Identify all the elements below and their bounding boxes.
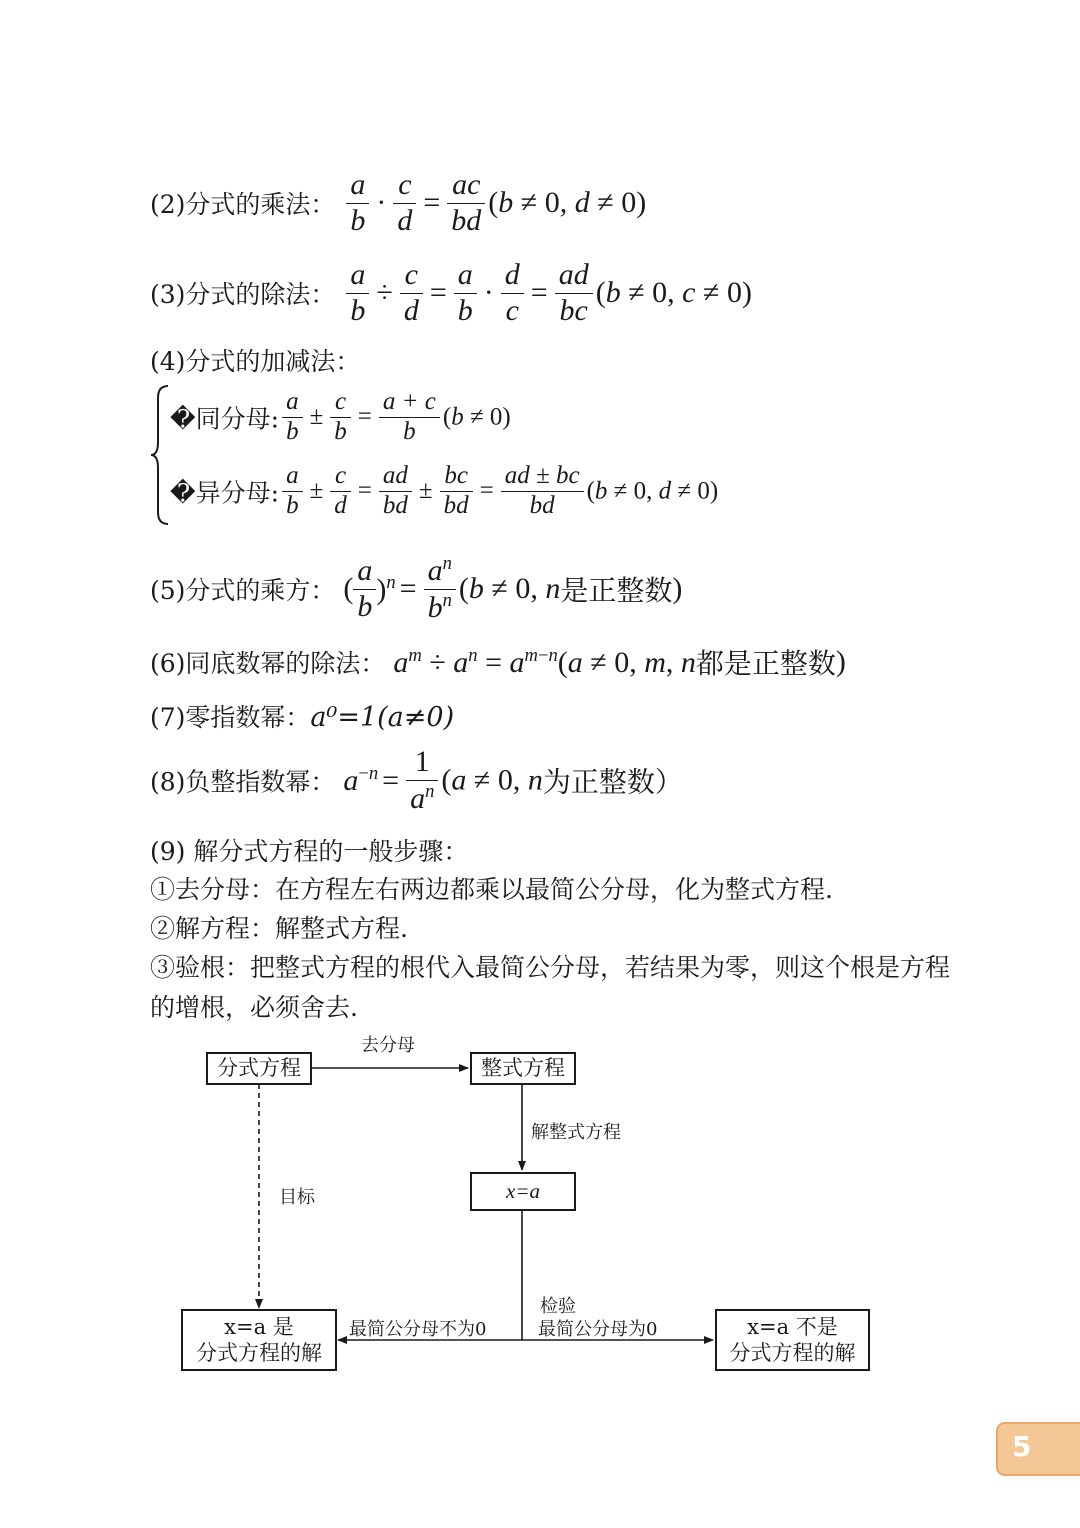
box-not-solution: x=a 不是 分式方程的解 xyxy=(715,1309,870,1371)
rule-same-base-division: (6)同底数幂的除法： $a^m \div a^n = a^{m-n}(a \ne 0$, m, n都是正整数) xyxy=(150,644,846,680)
rule-8-label: (8)负整指数幂： xyxy=(150,767,336,797)
steps-title: (9) 解分式方程的一般步骤： xyxy=(150,837,469,866)
label-remove-denominator: 去分母 xyxy=(361,1035,415,1056)
step-2: ②解方程：解整式方程. xyxy=(150,914,408,943)
step-3-line-1: ③验根：把整式方程的根代入最简公分母，若结果为零，则这个根是方程 xyxy=(150,953,951,982)
label-lcd-zero: 最简公分母为0 xyxy=(538,1319,658,1340)
rule-same-denominator: �同分母: $\frac{a}{b}$ ± $\frac{c}{b}$ = $\frac{a + c}{b}$ (b ≠ 0) xyxy=(170,388,511,445)
page-number: 5 xyxy=(1012,1430,1032,1463)
rule-4a-label: �同分母: xyxy=(170,404,280,434)
step-3-line-2: 的增根，必须舍去. xyxy=(150,993,358,1022)
label-check: 检验 xyxy=(540,1296,576,1317)
page-number-tab xyxy=(996,1422,1080,1476)
label-lcd-nonzero: 最简公分母不为0 xyxy=(349,1319,487,1340)
rule-8-condition: 为正整数） xyxy=(542,765,683,799)
label-goal: 目标 xyxy=(279,1187,315,1208)
rule-3-label: (3)分式的除法： xyxy=(150,280,336,309)
rule-negative-exponent: (8)负整指数幂： $a^{-n}$ = $\frac{1}{a^n}$ (a ≠ 0, n为正整数） xyxy=(150,745,683,815)
box-x-equals-a: x=a xyxy=(470,1172,576,1211)
label-solve-integral: 解整式方程 xyxy=(531,1122,621,1143)
rule-division: (3)分式的除法： $\frac{a}{b}$ ÷ $\frac{c}{d}$ = $\frac{a}{b}$ · $\frac{d}{c}$ = $\frac{ad}{bc}$ (b ≠ 0, c ≠ 0) xyxy=(150,258,752,327)
box-integral-equation: 整式方程 xyxy=(470,1052,576,1085)
rule-5-condition: 是正整数 xyxy=(560,574,673,607)
rule-4b-label: �异分母: xyxy=(170,478,280,508)
rule-7-formula: a⁰=1(a≠0) xyxy=(310,702,455,733)
rule-diff-denominator: �异分母: $\frac{a}{b}$ ± $\frac{c}{d}$ = $\frac{ad}{bd}$ ± $\frac{bc}{bd}$ = $\frac{ad \pm bc}{bd}$ (b ≠ 0, d ≠ 0) xyxy=(170,462,719,519)
box-fraction-equation: 分式方程 xyxy=(206,1052,312,1085)
rule-2-label: (2)分式的乘法： xyxy=(150,190,336,219)
rule-5-label: (5)分式的乘方： xyxy=(150,576,336,605)
rule-7-label: (7)零指数幂： xyxy=(150,703,311,732)
rule-power: (5)分式的乘方： ( $\frac{a}{b}$ )$^n$ = $\frac{a^n}{b^n}$ (b ≠ 0, n是正整数) xyxy=(150,553,683,624)
step-1: ①去分母：在方程左右两边都乘以最简公分母，化为整式方程. xyxy=(150,875,833,904)
rule-4-label: (4)分式的加减法： xyxy=(150,347,361,376)
rule-multiplication: (2)分式的乘法： $\frac{a}{b}$ · $\frac{c}{d}$ = $\frac{ac}{bd}$ (b ≠ 0, d ≠ 0) xyxy=(150,168,647,237)
rule-6-label: (6)同底数幂的除法： xyxy=(150,649,386,678)
rule-6-condition: 都是正整数 xyxy=(695,647,836,680)
box-is-solution: x=a 是 分式方程的解 xyxy=(181,1309,337,1371)
